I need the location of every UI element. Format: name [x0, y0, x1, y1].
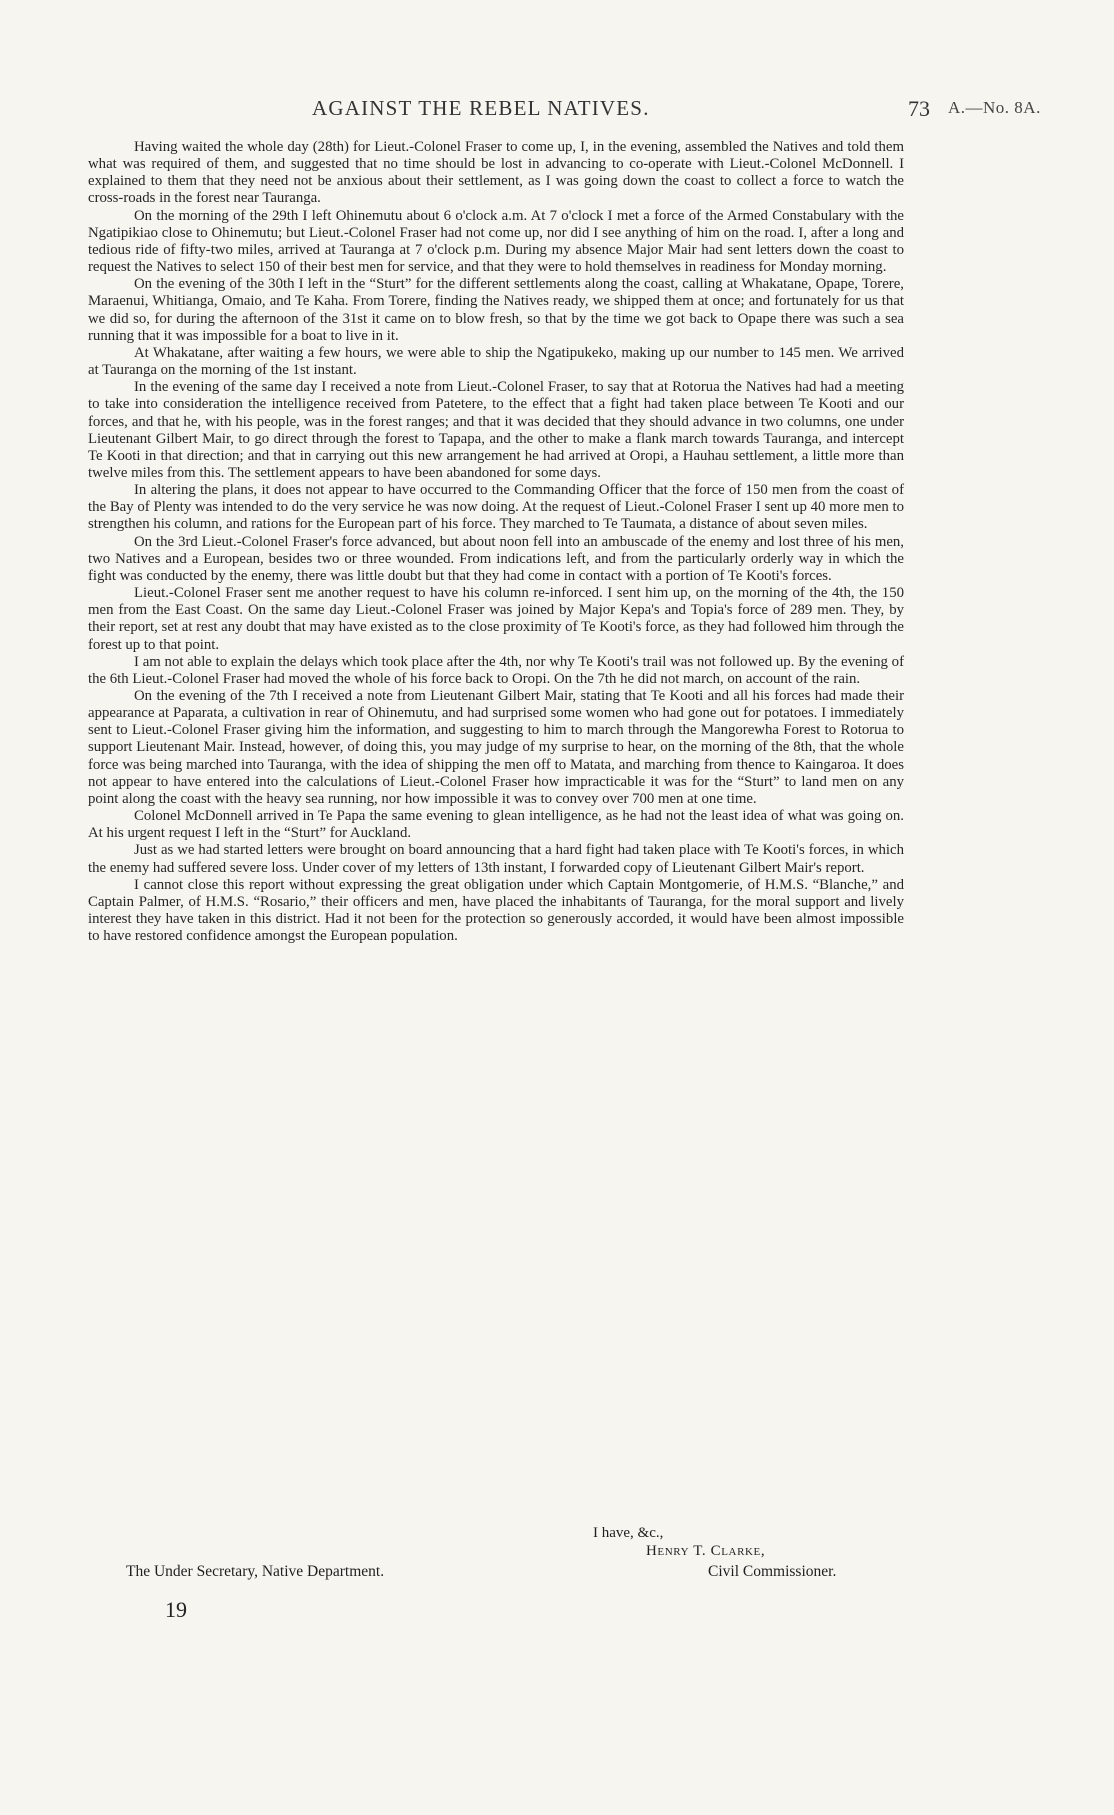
salutation: I have, &c., [593, 1525, 664, 1541]
page-header [0, 96, 1114, 126]
running-title: AGAINST THE REBEL NATIVES. [312, 96, 650, 120]
report-body [88, 139, 904, 945]
paragraph: On the evening of the 30th I left in the “Sturt” for the different settlements along the coast, calling at Whakatane, Opape, Torere, Maraenui, Whitianga, Omaio, and Te Kaha. From Torere, finding the Natives ready, we shipped them at once; and fortunately for us that we did so, for during the afternoon of the 31st it came on to blow fresh, so that by the time we got back to Opape there was such a sea running that it was impossible for a boat to live in it. [88, 276, 904, 344]
paragraph: I cannot close this report without expressing the great obligation under which Captain Montgomerie, of H.M.S. “Blanche,” and Captain Palmer, of H.M.S. “Rosario,” their officers and men, have placed the inhabitants of Tauranga, for the moral support and lively interest they have taken in this district. Had it not been for the protection so generously accorded, it would have been almost impossible to have restored confidence amongst the European population. [88, 876, 904, 945]
paragraph: At Whakatane, after waiting a few hours, we were able to ship the Ngatipukeko, making up our number to 145 men. We arrived at Tauranga on the morning of the 1st instant. [88, 344, 904, 379]
signer-title: Civil Commissioner. [708, 1563, 837, 1580]
paragraph: Lieut.-Colonel Fraser sent me another request to have his column re-inforced. I sent him up, on the morning of the 4th, the 150 men from the East Coast. On the same day Lieut.-Colonel Fraser was joined by Major Kepa's and Topia's force of 289 men. They, by their report, set at rest any doubt that may have existed as to the close proximity of Te Kooti's force, as they had followed him through the forest up to that point. [88, 585, 904, 653]
signer-name: Henry T. Clarke, [646, 1543, 766, 1559]
paragraph: In the evening of the same day I received a note from Lieut.-Colonel Fraser, to say that at Rotorua the Natives had had a meeting to take into consideration the intelligence received from Patetere, to the effect that a fight had taken place between Te Kooti and our forces, and that he, with his people, was in the forest ranges; and that it was decided that they should advance in two columns, one under Lieutenant Gilbert Mair, to go direct through the forest to Tapapa, and the other to make a flank march towards Tauranga, and intercept Te Kooti in that direction; and that in carrying out this new arrangement he had arrived at Oropi, a Hauhau settlement, a little more than twelve miles from this. The settlement appears to have been abandoned for some days. [88, 379, 904, 481]
paragraph: On the evening of the 7th I received a note from Lieutenant Gilbert Mair, stating that Te Kooti and all his forces had made their appearance at Paparata, a cultivation in rear of Ohinemutu, and had surprised some women who had gone out for potatoes. I immediately sent to Lieut.-Colonel Fraser giving him the information, and suggesting to him to march through the Mangorewha Forest to Rotorua to support Lieutenant Mair. Instead, however, of doing this, you may judge of my surprise to hear, on the morning of the 8th, that the whole force was being marched into Tauranga, with the idea of shipping the men off to Matata, and marching from thence to Kaingaroa. It does not appear to have entered into the calculations of Lieut.-Colonel Fraser how impracticable it was for the “Sturt” to land men on any point along the coast with the heavy sea running, nor how impossible it was to convey over 700 men at one time. [88, 688, 904, 807]
paragraph: I am not able to explain the delays which took place after the 4th, nor why Te Kooti's trail was not followed up. By the evening of the 6th Lieut.-Colonel Fraser had moved the whole of his force back to Oropi. On the 7th he did not march, on account of the rain. [88, 653, 904, 687]
paragraph: Colonel McDonnell arrived in Te Papa the same evening to glean intelligence, as he had not the least idea of what was going on. At his urgent request I left in the “Sturt” for Auckland. [88, 808, 904, 842]
page-number: 73 [908, 96, 930, 121]
printer-signature-mark: 19 [165, 1597, 187, 1622]
recipient: The Under Secretary, Native Department. [126, 1563, 385, 1580]
document-reference: A.—No. 8A. [948, 98, 1041, 117]
paragraph: In altering the plans, it does not appear to have occurred to the Commanding Officer that the force of 150 men from the coast of the Bay of Plenty was intended to do the very service he was now doing. At the request of Lieut.-Colonel Fraser I sent up 40 more men to strengthen his column, and rations for the European part of his force. They marched to Te Taumata, a distance of about seven miles. [88, 482, 904, 533]
paragraph: Just as we had started letters were brought on board announcing that a hard fight had taken place with Te Kooti's forces, in which the enemy had suffered severe loss. Under cover of my letters of 13th instant, I forwarded copy of Lieutenant Gilbert Mair's report. [88, 842, 904, 876]
paragraph: On the 3rd Lieut.-Colonel Fraser's force advanced, but about noon fell into an ambuscade of the enemy and lost three of his men, two Natives and a European, besides two or three wounded. From indications left, and from the particularly orderly way in which the fight was conducted by the enemy, there was little doubt but that they had come in contact with a portion of Te Kooti's forces. [88, 533, 904, 584]
paragraph: Having waited the whole day (28th) for Lieut.-Colonel Fraser to come up, I, in the evening, assembled the Natives and told them what was required of them, and suggested that no time should be lost in advancing to co-operate with Lieut.-Colonel McDonnell. I explained to them that they need not be anxious about their settlement, as I was going down the coast to collect a force to watch the cross-roads in the forest near Tauranga. [88, 139, 904, 207]
paragraph: On the morning of the 29th I left Ohinemutu about 6 o'clock a.m. At 7 o'clock I met a force of the Armed Constabulary with the Ngatipikiao close to Ohinemutu; but Lieut.-Colonel Fraser had not come up, nor did I see anything of him on the road. I, after a long and tedious ride of fifty-two miles, arrived at Tauranga at 7 o'clock p.m. During my absence Major Mair had sent letters down the coast to request the Natives to select 150 of their best men for service, and that they were to hold themselves in readiness for Monday morning. [88, 207, 904, 276]
